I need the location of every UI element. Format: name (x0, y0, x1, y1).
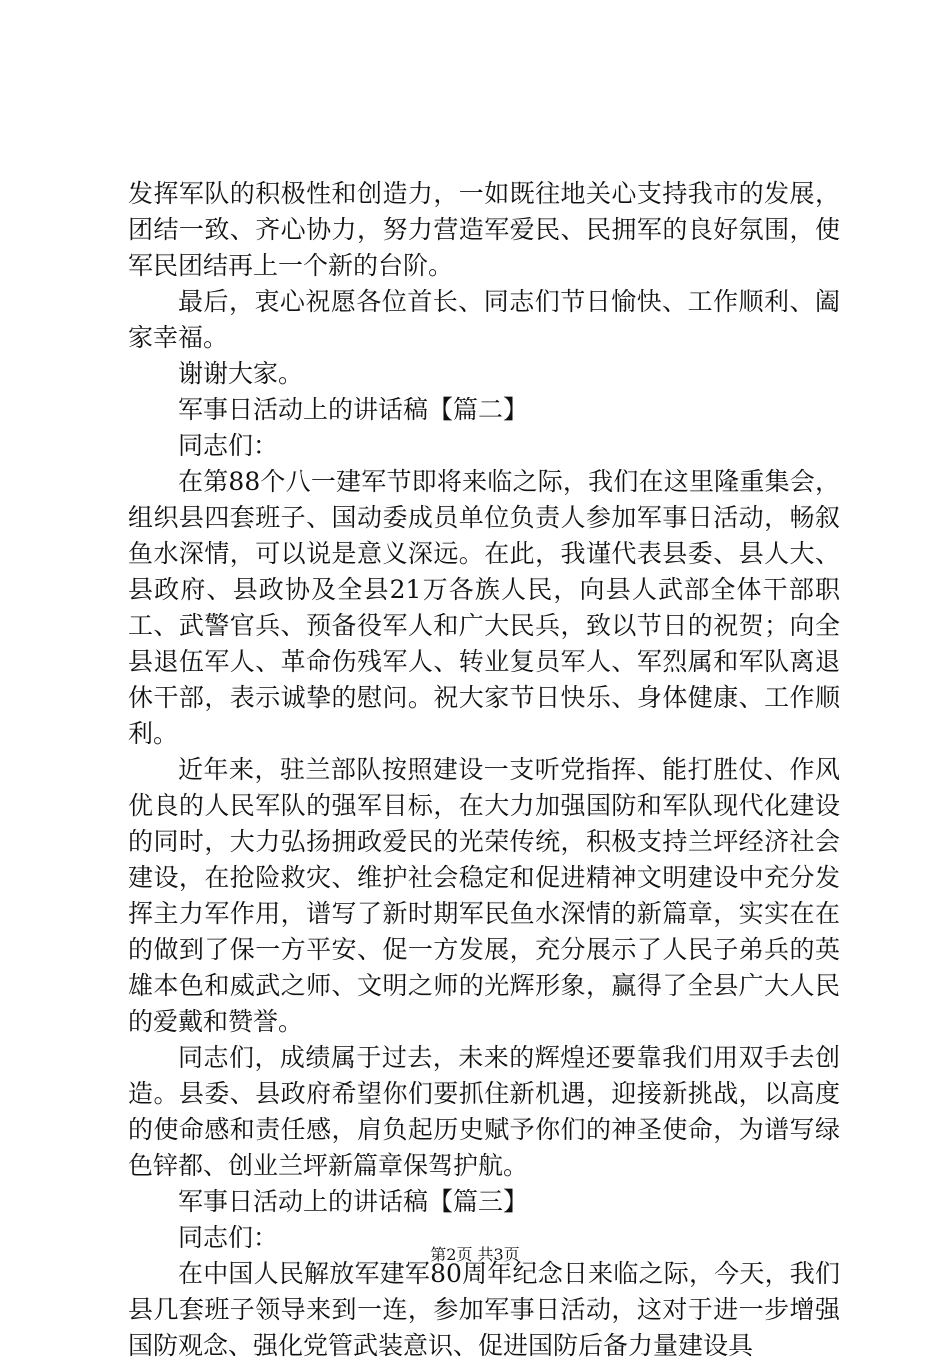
paragraph-part-three-opening: 在中国人民解放军建军80周年纪念日来临之际，今天，我们县几套班子领导来到一连，参加军事日活动，这对于进一步增强国防观念、强化党管武装意识、促进国防后备力量建设具 (128, 1259, 840, 1360)
section-heading-part-two: 军事日活动上的讲话稿【篇二】 (178, 395, 529, 424)
section-heading-part-three: 军事日活动上的讲话稿【篇三】 (178, 1187, 529, 1216)
salutation-part-three: 同志们： (178, 1223, 279, 1252)
paragraph-greeting: 在第88个八一建军节即将来临之际，我们在这里隆重集会，组织县四套班子、国动委成员单位负责人参加军事日活动，畅叙鱼水深情，可以说是意义深远。在此，我谨代表县委、县人大、县政府、县政协及全县21万各族人民，向县人武部全体干部职工、武警官兵、预备役军人和广大民兵，致以节日的祝贺；向全县退伍军人、革命伤残军人、转业复员军人、军烈属和军队离退休干部，表示诚挚的慰问。祝大家节日快乐、身体健康、工作顺利。 (128, 467, 840, 748)
paragraph-continuation: 发挥军队的积极性和创造力，一如既往地关心支持我市的发展，团结一致、齐心协力，努力营造军爱民、民拥军的良好氛围，使军民团结再上一个新的台阶。 (128, 179, 840, 280)
salutation-part-two: 同志们： (178, 431, 279, 460)
document-body (128, 176, 840, 1364)
paragraph-expectations: 同志们，成绩属于过去，未来的辉煌还要靠我们用双手去创造。县委、县政府希望你们要抓住新机遇，迎接新挑战，以高度的使命感和责任感，肩负起历史赋予你们的神圣使命，为谱写绿色锌都、创业兰坪新篇章保驾护航。 (128, 1043, 840, 1180)
paragraph-thanks: 谢谢大家。 (178, 359, 304, 388)
page-number-footer: 第2页 共3页 (430, 1245, 520, 1264)
paragraph-achievements: 近年来，驻兰部队按照建设一支听党指挥、能打胜仗、作风优良的人民军队的强军目标，在大力加强国防和军队现代化建设的同时，大力弘扬拥政爱民的光荣传统，积极支持兰坪经济社会建设，在抢险救灾、维护社会稳定和促进精神文明建设中充分发挥主力军作用，谱写了新时期军民鱼水深情的新篇章，实实在在的做到了保一方平安、促一方发展，充分展示了人民子弟兵的英雄本色和威武之师、文明之师的光辉形象，赢得了全县广大人民的爱戴和赞誉。 (128, 755, 840, 1036)
paragraph-closing-wishes: 最后，衷心祝愿各位首长、同志们节日愉快、工作顺利、阖家幸福。 (128, 287, 840, 352)
